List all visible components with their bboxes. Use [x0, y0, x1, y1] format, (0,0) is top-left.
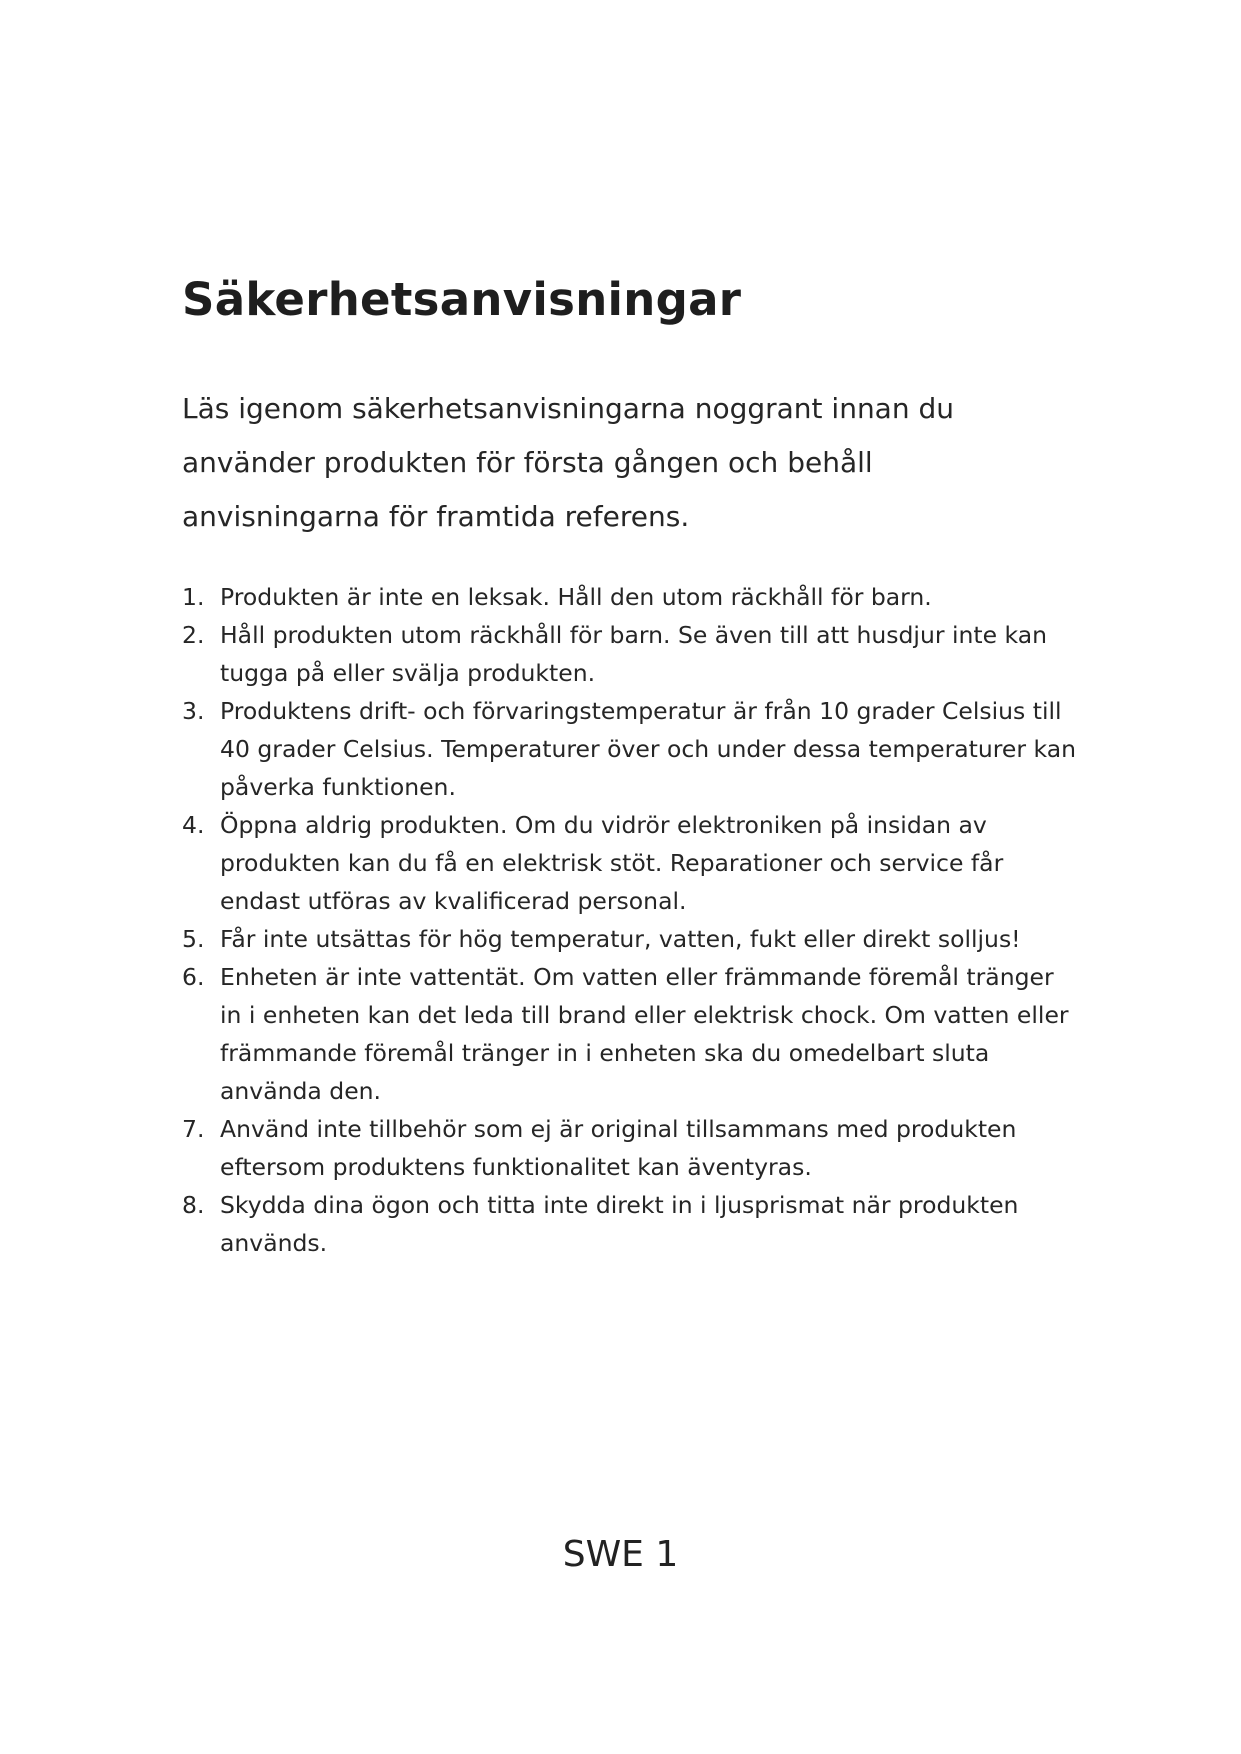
page-title: Säkerhetsanvisningar	[182, 273, 742, 326]
list-item-text: Använd inte tillbehör som ej är original tillsammans med produkten eftersom produktens funktionalitet kan äventyras.	[220, 1115, 1017, 1181]
list-item-number: 6.	[182, 963, 205, 991]
list-item	[182, 1186, 1082, 1262]
list-item	[182, 806, 1082, 920]
list-item	[182, 616, 1082, 692]
list-item-text: Produkten är inte en leksak. Håll den utom räckhåll för barn.	[220, 583, 932, 611]
list-item-text: Produktens drift- och förvaringstemperatur är från 10 grader Celsius till 40 grader Celsius. Temperaturer över och under dessa temperaturer kan påverka funktionen.	[220, 697, 1076, 801]
safety-instructions-list	[182, 578, 1082, 1262]
list-item-number: 4.	[182, 811, 205, 839]
list-item	[182, 578, 1082, 616]
list-item-text: Håll produkten utom räckhåll för barn. Se även till att husdjur inte kan tugga på eller svälja produkten.	[220, 621, 1048, 687]
list-item-text: Enheten är inte vattentät. Om vatten eller främmande föremål tränger in i enheten kan det leda till brand eller elektrisk chock. Om vatten eller främmande föremål tränger in i enheten ska du omedelbart sluta använda den.	[220, 963, 1069, 1105]
list-item	[182, 958, 1082, 1110]
list-item-number: 1.	[182, 583, 205, 611]
list-item-number: 3.	[182, 697, 205, 725]
list-item-number: 2.	[182, 621, 205, 649]
list-item-number: 8.	[182, 1191, 205, 1219]
list-item	[182, 692, 1082, 806]
intro-paragraph: Läs igenom säkerhetsanvisningarna noggrant innan du använder produkten för första gången och behåll anvisningarna för framtida referens.	[182, 392, 955, 533]
list-item-text: Skydda dina ögon och titta inte direkt in i ljusprismat när produkten används.	[220, 1191, 1019, 1257]
list-item-text: Får inte utsättas för hög temperatur, vatten, fukt eller direkt solljus!	[220, 925, 1021, 953]
list-item	[182, 920, 1082, 958]
page-number: SWE 1	[562, 1534, 679, 1575]
list-item	[182, 1110, 1082, 1186]
list-item-number: 7.	[182, 1115, 205, 1143]
list-item-number: 5.	[182, 925, 205, 953]
list-item-text: Öppna aldrig produkten. Om du vidrör elektroniken på insidan av produkten kan du få en elektrisk stöt. Reparationer och service får endast utföras av kvalificerad personal.	[220, 811, 1004, 915]
